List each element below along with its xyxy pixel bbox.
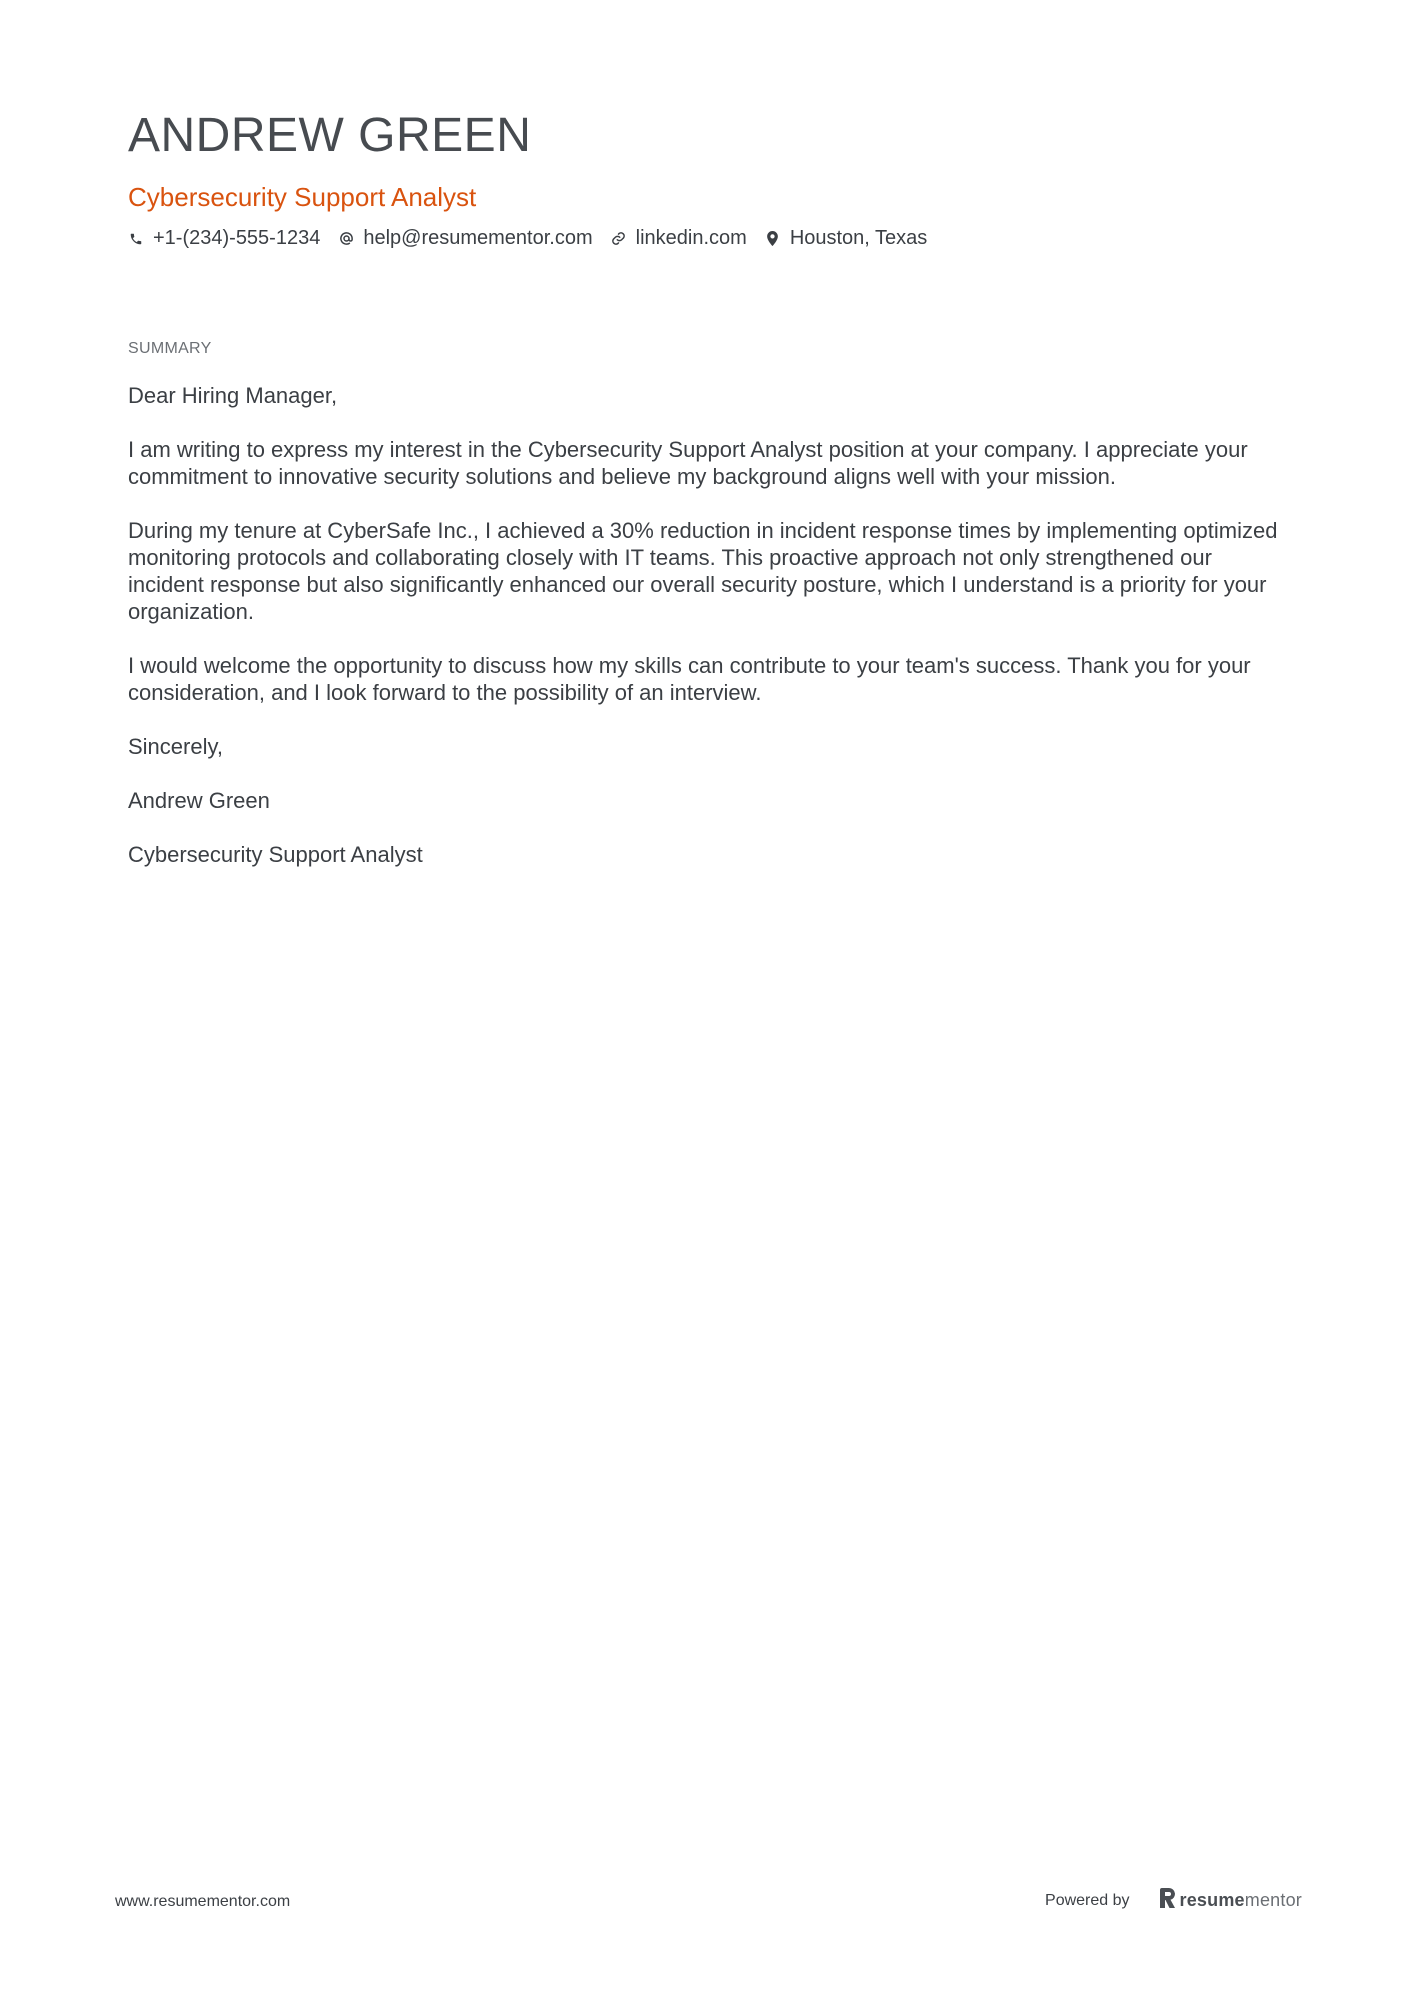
link-icon xyxy=(611,231,627,247)
location-pin-icon xyxy=(765,231,781,247)
closing: Sincerely, xyxy=(128,734,223,759)
footer-website-link[interactable]: www.resumementor.com xyxy=(115,1893,291,1910)
contact-linkedin[interactable] xyxy=(611,227,747,250)
contact-phone[interactable] xyxy=(128,227,320,250)
contact-location xyxy=(765,227,928,250)
contact-email-text: help@resumementor.com xyxy=(363,227,593,249)
contact-location-text: Houston, Texas xyxy=(789,227,928,249)
brand-text-strong: resume xyxy=(1179,1890,1245,1910)
contact-bar xyxy=(128,227,945,250)
salutation: Dear Hiring Manager, xyxy=(128,383,338,408)
brand-text-light: mentor xyxy=(1244,1890,1302,1910)
signature-name: Andrew Green xyxy=(128,788,270,813)
powered-by-label: Powered by xyxy=(1045,1891,1130,1909)
brand-logo[interactable] xyxy=(1160,1888,1302,1913)
phone-icon xyxy=(128,231,144,247)
section-heading-summary: SUMMARY xyxy=(128,340,212,357)
letter-paragraph: I would welcome the opportunity to discuss how my skills can contribute to your team's success. Thank you for your consideration, and I look forward to the possibility of an interview. xyxy=(128,653,1251,705)
contact-phone-text: +1-(234)-555-1234 xyxy=(153,227,321,249)
letter-paragraph: During my tenure at CyberSafe Inc., I achieved a 30% reduction in incident response times by implementing optimized monitoring protocols and collaborating closely with IT teams. This proactive approach not only strengthened our incident response but also significantly enhanced our overall security posture, which I understand is a priority for your organization. xyxy=(128,518,1278,624)
contact-linkedin-text: linkedin.com xyxy=(635,227,747,249)
cover-letter-body xyxy=(128,382,1288,895)
candidate-name: ANDREW GREEN xyxy=(128,109,532,162)
resumementor-logo-icon xyxy=(1160,1888,1176,1913)
letter-paragraph: I am writing to express my interest in the Cybersecurity Support Analyst position at your company. I appreciate your commitment to innovative security solutions and believe my background aligns well with your mission. xyxy=(128,437,1248,489)
footer-branding xyxy=(1045,1888,1302,1913)
candidate-role: Cybersecurity Support Analyst xyxy=(128,182,477,212)
at-icon xyxy=(338,231,354,247)
signature-title: Cybersecurity Support Analyst xyxy=(128,842,423,867)
contact-email[interactable] xyxy=(338,227,592,250)
